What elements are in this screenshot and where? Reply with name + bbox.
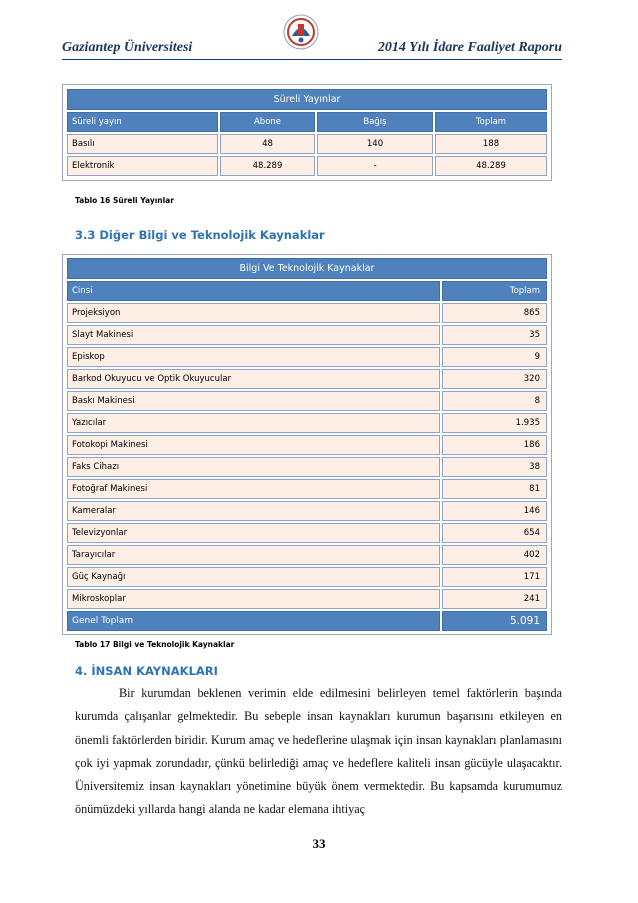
table-header-row: [67, 112, 547, 132]
cell-resource-type: Slayt Makinesi: [67, 325, 440, 345]
table-title: Bilgi Ve Teknolojik Kaynaklar: [67, 258, 547, 279]
cell-donation: 140: [317, 134, 433, 154]
page-number: 33: [312, 836, 326, 851]
column-header: Abone: [220, 112, 315, 132]
table-total-row: [67, 611, 547, 631]
table-row: [67, 303, 547, 323]
cell-total: 188: [435, 134, 547, 154]
cell-resource-type: Episkop: [67, 347, 440, 367]
table-row: [67, 567, 547, 587]
cell-total: 48.289: [435, 156, 547, 176]
cell-resource-type: Fotokopi Makinesi: [67, 435, 440, 455]
table-row: [67, 325, 547, 345]
cell-subscription: 48: [220, 134, 315, 154]
table-row: [67, 501, 547, 521]
table-row: [67, 545, 547, 565]
cell-total: 186: [442, 435, 547, 455]
cell-subscription: 48.289: [220, 156, 315, 176]
column-header: Toplam: [435, 112, 547, 132]
cell-type: Elektronik: [67, 156, 218, 176]
body-paragraph: Bir kurumdan beklenen verimin elde edilmesini belirleyen temel faktörlerin başında kurumda çalışanlar gelmektedir. Bu sebeple insan kaynakları kurumun başarısını etkileyen en önemli faktörlerden biridir. Kurum amaç ve hedeflerine ulaşmak için insan kaynakları planlamasını çok iyi yapmak zorundadır, çünkü belirlediği amaç ve hedeflere kaliteli insan gücüyle ulaşacaktır. Üniversitemiz insan kaynakları yönetimine büyük önem vermektedir. Bu kapsamda kurumumuz önümüzdeki yıllarda hangi alanda ne kadar elemana ihtiyaç: [75, 686, 562, 817]
table-caption: Tablo 16 Süreli Yayınlar: [75, 196, 174, 205]
university-logo-icon: [282, 12, 320, 52]
header-report-title: 2014 Yılı İdare Faaliyet Raporu: [377, 40, 562, 55]
table-title-row: [67, 89, 547, 110]
cell-total: 81: [442, 479, 547, 499]
column-header: Süreli yayın: [67, 112, 218, 132]
cell-total: 241: [442, 589, 547, 609]
cell-resource-type: Projeksiyon: [67, 303, 440, 323]
column-header: Bağış: [317, 112, 433, 132]
cell-total: 654: [442, 523, 547, 543]
cell-total: 402: [442, 545, 547, 565]
cell-resource-type: Barkod Okuyucu ve Optik Okuyucular: [67, 369, 440, 389]
section-heading: 4. İNSAN KAYNAKLARI: [75, 664, 218, 678]
cell-resource-type: Faks Cihazı: [67, 457, 440, 477]
cell-donation: -: [317, 156, 433, 176]
cell-resource-type: Baskı Makinesi: [67, 391, 440, 411]
table-row: [67, 435, 547, 455]
section-heading: 3.3 Diğer Bilgi ve Teknolojik Kaynaklar: [75, 228, 325, 242]
table-row: [67, 589, 547, 609]
total-label: Genel Toplam: [67, 611, 440, 631]
cell-resource-type: Mikroskoplar: [67, 589, 440, 609]
table-caption: Tablo 17 Bilgi ve Teknolojik Kaynaklar: [75, 640, 235, 649]
cell-resource-type: Televizyonlar: [67, 523, 440, 543]
cell-resource-type: Kameralar: [67, 501, 440, 521]
table-row: [67, 134, 547, 154]
cell-total: 320: [442, 369, 547, 389]
table-title-row: [67, 258, 547, 279]
cell-resource-type: Güç Kaynağı: [67, 567, 440, 587]
table-header-row: [67, 281, 547, 301]
periodicals-table: [62, 84, 552, 181]
table-row: [67, 391, 547, 411]
header-university: Gaziantep Üniversitesi: [62, 40, 193, 55]
cell-total: 9: [442, 347, 547, 367]
cell-total: 1.935: [442, 413, 547, 433]
table-row: [67, 457, 547, 477]
table-row: [67, 413, 547, 433]
table-row: [67, 369, 547, 389]
table-row: [67, 347, 547, 367]
cell-resource-type: Yazıcılar: [67, 413, 440, 433]
cell-type: Basılı: [67, 134, 218, 154]
cell-resource-type: Fotoğraf Makinesi: [67, 479, 440, 499]
table-title: Süreli Yayınlar: [67, 89, 547, 110]
tech-resources-table: [62, 254, 552, 635]
table-row: [67, 479, 547, 499]
table-body: [67, 303, 547, 609]
cell-total: 35: [442, 325, 547, 345]
header-rule: [62, 59, 562, 60]
table-row: [67, 156, 547, 176]
cell-total: 8: [442, 391, 547, 411]
cell-total: 171: [442, 567, 547, 587]
cell-total: 865: [442, 303, 547, 323]
table-row: [67, 523, 547, 543]
cell-total: 146: [442, 501, 547, 521]
cell-total: 38: [442, 457, 547, 477]
total-value: 5.091: [442, 611, 547, 631]
cell-resource-type: Tarayıcılar: [67, 545, 440, 565]
column-header: Toplam: [442, 281, 547, 301]
column-header: Cinsi: [67, 281, 440, 301]
